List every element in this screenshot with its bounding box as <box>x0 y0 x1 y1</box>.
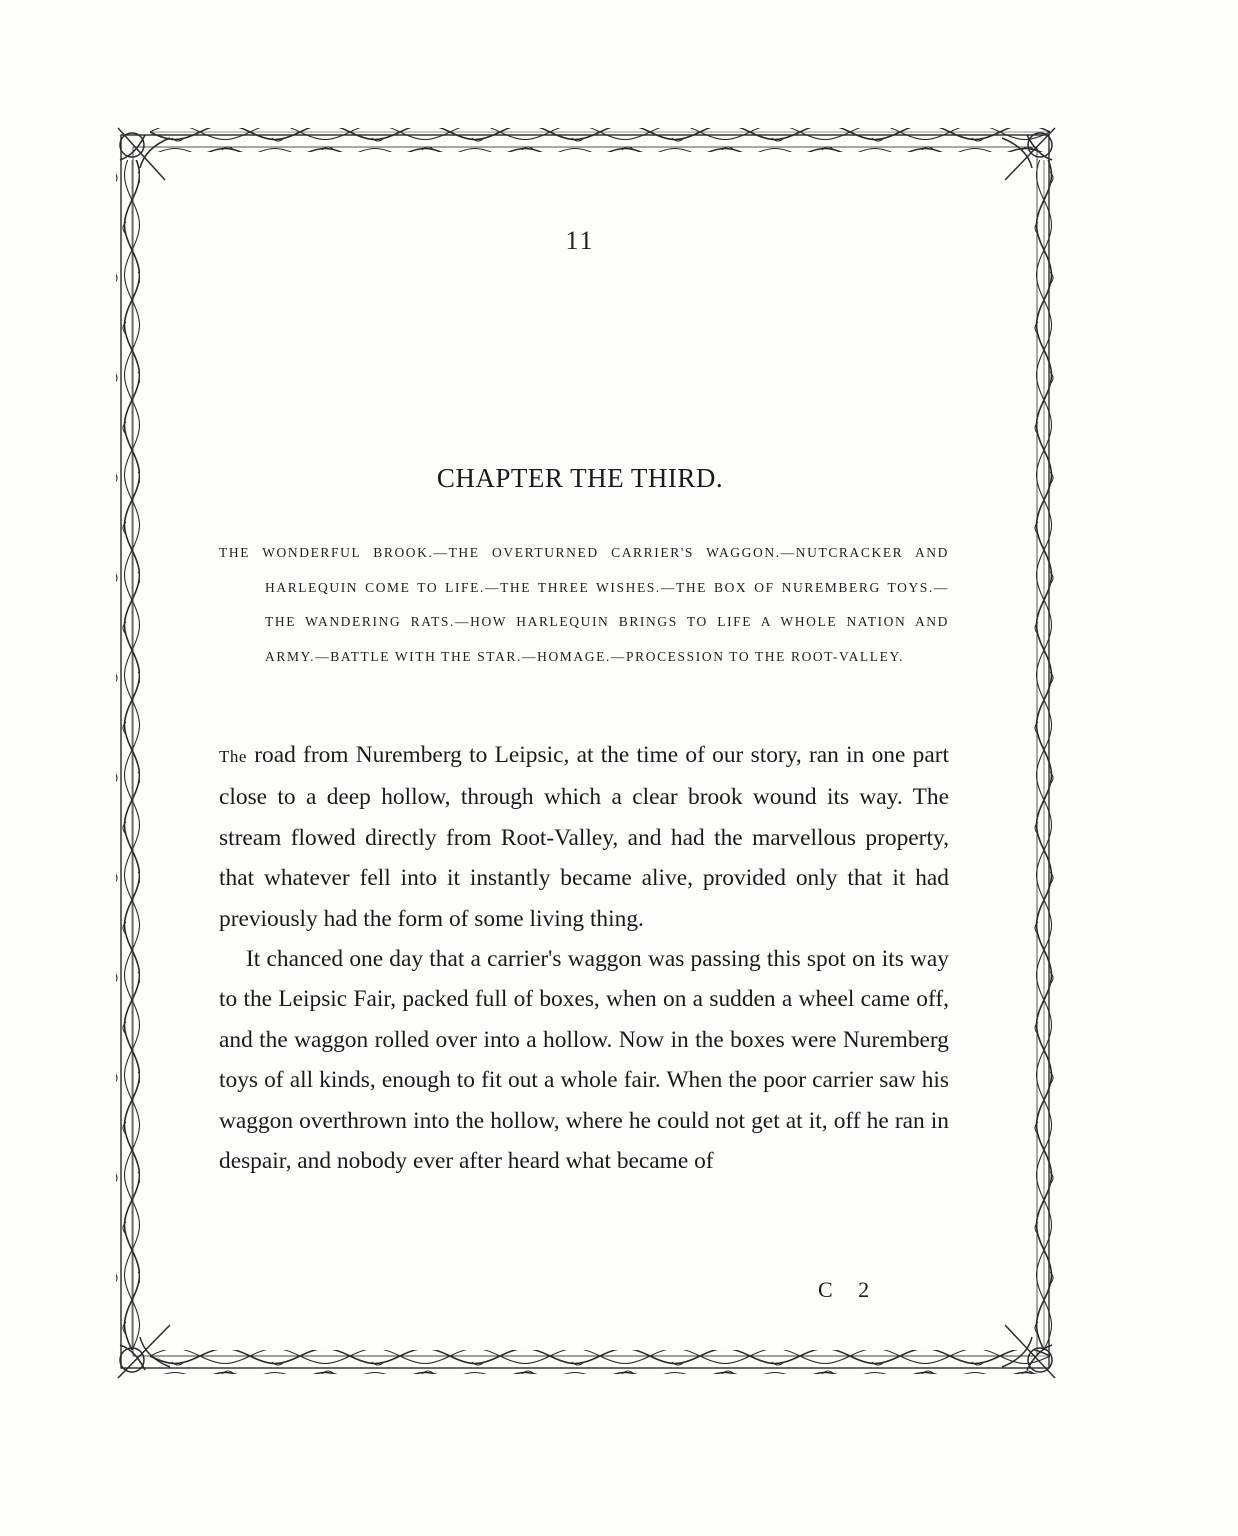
border-right <box>1030 160 1054 1350</box>
border-top <box>150 128 1050 152</box>
border-left <box>116 160 140 1350</box>
body-text <box>219 735 949 1181</box>
signature-mark: C 2 <box>818 1277 880 1302</box>
border-bottom <box>150 1350 1050 1374</box>
chapter-title: CHAPTER THE THIRD. <box>436 463 724 493</box>
paragraph-2: It chanced one day that a carrier's waggon was passing this spot on its way to the Leipsic Fair, packed full of boxes, when on a sudden a wheel came off, and the waggon rolled over into a hollow. Now in the boxes were Nuremberg toys of all kinds, enough to fit out a whole fair. When the poor carrier saw his waggon overthrown into the hollow, where he could not get at it, off he ran in despair, and nobody ever after heard what became of <box>219 946 949 1175</box>
paragraph-lead: The <box>219 747 247 766</box>
paragraph-1 <box>219 735 949 939</box>
page-number: 11 <box>565 226 595 255</box>
chapter-summary: THE WONDERFUL BROOK.—THE OVERTURNED CARRIER'S WAGGON.—NUTCRACKER AND HARLEQUIN COME TO LIFE.—THE THREE WISHES.—THE BOX OF NUREMBERG TOYS.—THE WANDERING RATS.—HOW HARLEQUIN BRINGS TO LIFE A WHOLE NATION AND ARMY.—BATTLE WITH THE STAR.—HOMAGE.—PROCESSION TO THE ROOT-VALLEY. <box>219 545 949 664</box>
paragraph-1-text: road from Nuremberg to Leipsic, at the time of our story, ran in one part close to a deep hollow, through which a clear brook wound its way. The stream flowed directly from Root-Valley, and had the marvellous property, that whatever fell into it instantly became alive, provided only that it had previously had the form of some living thing. <box>219 742 949 932</box>
